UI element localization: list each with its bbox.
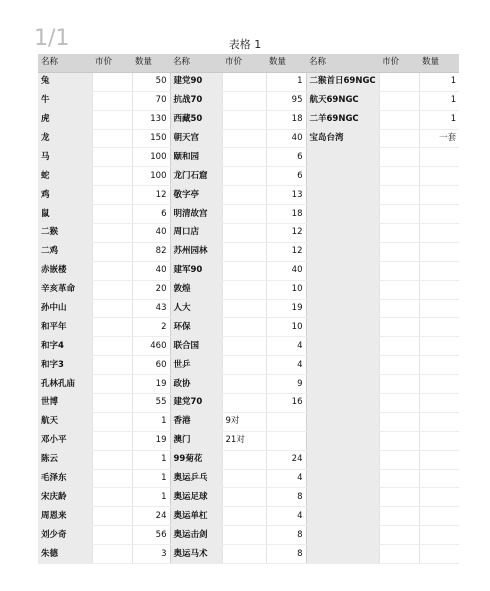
cell-name[interactable]: 和平年 xyxy=(38,318,92,337)
table-title: 表格 1 xyxy=(228,38,262,51)
cell-qty[interactable] xyxy=(419,394,459,413)
cell-qty[interactable]: 95 xyxy=(266,91,306,110)
cell-name[interactable]: 和字4 xyxy=(38,337,92,356)
table-row xyxy=(38,186,459,205)
cell-name[interactable]: 二鸡 xyxy=(38,242,92,261)
cell-qty[interactable]: 18 xyxy=(266,110,306,129)
cell-qty[interactable]: 12 xyxy=(266,224,306,243)
cell-qty[interactable] xyxy=(419,280,459,299)
cell-name[interactable]: 奥运单杠 xyxy=(170,507,222,526)
cell-name[interactable]: 赤嵌楼 xyxy=(38,261,92,280)
cell-qty[interactable] xyxy=(419,205,459,224)
cell-price[interactable] xyxy=(92,148,132,167)
cell-name[interactable]: 航天69NGC xyxy=(306,91,379,110)
cell-price[interactable] xyxy=(92,526,132,545)
cell-name[interactable]: 鸡 xyxy=(38,186,92,205)
cell-name[interactable]: 奥运击剑 xyxy=(170,526,222,545)
cell-price[interactable] xyxy=(222,299,266,318)
cell-price[interactable] xyxy=(92,224,132,243)
cell-price[interactable] xyxy=(92,431,132,450)
cell-name[interactable]: 虎 xyxy=(38,110,92,129)
table-row xyxy=(38,261,459,280)
cell-qty[interactable]: 12 xyxy=(266,242,306,261)
cell-qty[interactable] xyxy=(419,526,459,545)
cell-price[interactable] xyxy=(379,261,419,280)
cell-price[interactable] xyxy=(379,72,419,91)
cell-name[interactable]: 99菊花 xyxy=(170,450,222,469)
cell-qty[interactable]: 60 xyxy=(132,356,170,375)
cell-qty[interactable] xyxy=(266,412,306,431)
cell-name[interactable] xyxy=(306,545,379,564)
cell-qty[interactable] xyxy=(419,488,459,507)
table-row xyxy=(38,242,459,261)
cell-qty[interactable]: 6 xyxy=(132,205,170,224)
cell-price[interactable] xyxy=(222,205,266,224)
table-row xyxy=(38,469,459,488)
column-header-price[interactable]: 市价 xyxy=(222,54,266,72)
cell-qty[interactable]: 2 xyxy=(132,318,170,337)
cell-price[interactable] xyxy=(222,167,266,186)
cell-name[interactable]: 孔林孔庙 xyxy=(38,375,92,394)
cell-name[interactable] xyxy=(306,318,379,337)
cell-price[interactable] xyxy=(222,186,266,205)
cell-name[interactable]: 明清故宫 xyxy=(170,205,222,224)
cell-name[interactable]: 刘少奇 xyxy=(38,526,92,545)
cell-price[interactable] xyxy=(379,129,419,148)
cell-qty[interactable]: 8 xyxy=(266,545,306,564)
table-row xyxy=(38,337,459,356)
cell-qty[interactable]: 43 xyxy=(132,299,170,318)
cell-name[interactable]: 建党70 xyxy=(170,394,222,413)
cell-qty[interactable]: 8 xyxy=(266,488,306,507)
column-header-price[interactable]: 市价 xyxy=(379,54,419,72)
cell-qty[interactable]: 100 xyxy=(132,167,170,186)
cell-qty[interactable] xyxy=(419,224,459,243)
cell-qty[interactable] xyxy=(419,261,459,280)
cell-price[interactable] xyxy=(222,129,266,148)
cell-price[interactable]: 9对 xyxy=(222,412,266,431)
cell-name[interactable]: 世乒 xyxy=(170,356,222,375)
cell-name[interactable]: 苏州园林 xyxy=(170,242,222,261)
cell-qty[interactable] xyxy=(419,242,459,261)
cell-price[interactable] xyxy=(379,526,419,545)
cell-qty[interactable]: 40 xyxy=(132,261,170,280)
cell-name[interactable]: 建军90 xyxy=(170,261,222,280)
cell-name[interactable] xyxy=(306,450,379,469)
cell-name[interactable] xyxy=(306,242,379,261)
cell-price[interactable] xyxy=(222,469,266,488)
cell-qty[interactable]: 3 xyxy=(132,545,170,564)
cell-name[interactable]: 香港 xyxy=(170,412,222,431)
cell-price[interactable] xyxy=(222,337,266,356)
cell-price[interactable] xyxy=(379,375,419,394)
cell-name[interactable]: 宝岛台湾 xyxy=(306,129,379,148)
cell-price[interactable] xyxy=(222,375,266,394)
cell-name[interactable]: 周恩来 xyxy=(38,507,92,526)
cell-price[interactable] xyxy=(379,280,419,299)
cell-name[interactable]: 邓小平 xyxy=(38,431,92,450)
data-table xyxy=(38,54,459,564)
cell-qty[interactable] xyxy=(419,299,459,318)
cell-qty[interactable] xyxy=(419,148,459,167)
cell-price[interactable]: 21对 xyxy=(222,431,266,450)
cell-qty[interactable] xyxy=(419,412,459,431)
cell-qty[interactable] xyxy=(419,450,459,469)
cell-qty[interactable]: 40 xyxy=(132,224,170,243)
cell-price[interactable] xyxy=(222,488,266,507)
cell-price[interactable] xyxy=(379,450,419,469)
cell-qty[interactable]: 4 xyxy=(266,507,306,526)
cell-name[interactable]: 陈云 xyxy=(38,450,92,469)
cell-name[interactable]: 航天 xyxy=(38,412,92,431)
cell-name[interactable] xyxy=(306,167,379,186)
cell-qty[interactable]: 24 xyxy=(132,507,170,526)
cell-qty[interactable]: 460 xyxy=(132,337,170,356)
table-row xyxy=(38,507,459,526)
column-header-qty[interactable]: 数量 xyxy=(132,54,170,72)
cell-name[interactable]: 龙门石窟 xyxy=(170,167,222,186)
cell-price[interactable] xyxy=(379,469,419,488)
table-row xyxy=(38,526,459,545)
cell-name[interactable] xyxy=(306,337,379,356)
cell-qty[interactable]: 1 xyxy=(132,412,170,431)
cell-name[interactable]: 和字3 xyxy=(38,356,92,375)
column-header-qty[interactable]: 数量 xyxy=(266,54,306,72)
table-row xyxy=(38,110,459,129)
cell-name[interactable] xyxy=(306,507,379,526)
cell-name[interactable] xyxy=(306,186,379,205)
cell-qty[interactable]: 24 xyxy=(266,450,306,469)
cell-price[interactable] xyxy=(222,110,266,129)
cell-name[interactable]: 二羊69NGC xyxy=(306,110,379,129)
cell-price[interactable] xyxy=(92,356,132,375)
cell-name[interactable] xyxy=(306,469,379,488)
cell-price[interactable] xyxy=(92,318,132,337)
header-row xyxy=(38,54,459,72)
cell-qty[interactable]: 6 xyxy=(266,148,306,167)
cell-qty[interactable]: 1 xyxy=(132,488,170,507)
table-row xyxy=(38,545,459,564)
cell-qty[interactable] xyxy=(419,507,459,526)
page-indicator: 1/1 xyxy=(34,26,70,51)
cell-name[interactable]: 建党90 xyxy=(170,72,222,91)
table-row xyxy=(38,318,459,337)
cell-qty[interactable]: 130 xyxy=(132,110,170,129)
table-row xyxy=(38,412,459,431)
cell-qty[interactable] xyxy=(419,375,459,394)
cell-name[interactable] xyxy=(306,224,379,243)
cell-name[interactable]: 敦煌 xyxy=(170,280,222,299)
cell-name[interactable]: 宋庆龄 xyxy=(38,488,92,507)
column-header-name[interactable]: 名称 xyxy=(38,54,92,72)
cell-price[interactable] xyxy=(92,412,132,431)
cell-price[interactable] xyxy=(222,507,266,526)
cell-qty[interactable]: 100 xyxy=(132,148,170,167)
cell-name[interactable]: 奥运乒乓 xyxy=(170,469,222,488)
cell-price[interactable] xyxy=(92,72,132,91)
cell-name[interactable] xyxy=(306,148,379,167)
cell-name[interactable] xyxy=(306,412,379,431)
cell-name[interactable]: 蛇 xyxy=(38,167,92,186)
cell-price[interactable] xyxy=(379,110,419,129)
column-header-price[interactable]: 市价 xyxy=(92,54,132,72)
cell-name[interactable] xyxy=(306,394,379,413)
cell-name[interactable]: 毛泽东 xyxy=(38,469,92,488)
cell-qty[interactable]: 19 xyxy=(266,299,306,318)
cell-price[interactable] xyxy=(92,186,132,205)
cell-qty[interactable]: 12 xyxy=(132,186,170,205)
cell-price[interactable] xyxy=(379,431,419,450)
cell-qty[interactable]: 70 xyxy=(132,91,170,110)
cell-price[interactable] xyxy=(92,91,132,110)
cell-price[interactable] xyxy=(379,507,419,526)
cell-price[interactable] xyxy=(379,488,419,507)
cell-price[interactable] xyxy=(379,356,419,375)
cell-qty[interactable]: 16 xyxy=(266,394,306,413)
cell-qty[interactable] xyxy=(419,545,459,564)
cell-price[interactable] xyxy=(92,469,132,488)
cell-price[interactable] xyxy=(222,261,266,280)
cell-price[interactable] xyxy=(379,545,419,564)
cell-price[interactable] xyxy=(222,450,266,469)
table-row xyxy=(38,129,459,148)
cell-price[interactable] xyxy=(222,545,266,564)
table-row xyxy=(38,394,459,413)
cell-name[interactable]: 辛亥革命 xyxy=(38,280,92,299)
cell-qty[interactable]: 18 xyxy=(266,205,306,224)
table-row xyxy=(38,356,459,375)
table-row xyxy=(38,375,459,394)
cell-qty[interactable]: 4 xyxy=(266,469,306,488)
cell-price[interactable] xyxy=(92,545,132,564)
cell-name[interactable] xyxy=(306,488,379,507)
cell-name[interactable]: 鼠 xyxy=(38,205,92,224)
cell-qty[interactable]: 6 xyxy=(266,167,306,186)
cell-price[interactable] xyxy=(222,242,266,261)
cell-qty[interactable]: 56 xyxy=(132,526,170,545)
cell-price[interactable] xyxy=(92,261,132,280)
cell-name[interactable]: 牛 xyxy=(38,91,92,110)
table-row xyxy=(38,450,459,469)
cell-qty[interactable]: 1 xyxy=(132,450,170,469)
cell-price[interactable] xyxy=(92,450,132,469)
table-row xyxy=(38,167,459,186)
cell-price[interactable] xyxy=(222,280,266,299)
cell-price[interactable] xyxy=(92,375,132,394)
cell-qty[interactable]: 一套 xyxy=(419,129,459,148)
cell-qty[interactable]: 8 xyxy=(266,526,306,545)
cell-price[interactable] xyxy=(222,394,266,413)
cell-name[interactable]: 政协 xyxy=(170,375,222,394)
cell-qty[interactable]: 1 xyxy=(419,72,459,91)
cell-price[interactable] xyxy=(222,356,266,375)
table-row xyxy=(38,224,459,243)
cell-qty[interactable] xyxy=(266,431,306,450)
cell-price[interactable] xyxy=(92,280,132,299)
table-row xyxy=(38,280,459,299)
cell-name[interactable]: 周口店 xyxy=(170,224,222,243)
cell-qty[interactable] xyxy=(419,337,459,356)
cell-price[interactable] xyxy=(222,224,266,243)
cell-name[interactable]: 西藏50 xyxy=(170,110,222,129)
cell-price[interactable] xyxy=(92,129,132,148)
cell-qty[interactable]: 4 xyxy=(266,337,306,356)
cell-price[interactable] xyxy=(92,337,132,356)
table-row xyxy=(38,148,459,167)
cell-price[interactable] xyxy=(92,205,132,224)
cell-qty[interactable]: 1 xyxy=(419,91,459,110)
cell-name[interactable]: 奥运马术 xyxy=(170,545,222,564)
cell-name[interactable]: 二猴首日69NGC xyxy=(306,72,379,91)
cell-price[interactable] xyxy=(379,186,419,205)
cell-price[interactable] xyxy=(92,110,132,129)
cell-price[interactable] xyxy=(379,412,419,431)
cell-price[interactable] xyxy=(379,224,419,243)
cell-price[interactable] xyxy=(222,72,266,91)
cell-price[interactable] xyxy=(92,488,132,507)
cell-qty[interactable]: 150 xyxy=(132,129,170,148)
cell-name[interactable] xyxy=(306,280,379,299)
cell-name[interactable]: 人大 xyxy=(170,299,222,318)
cell-price[interactable] xyxy=(222,318,266,337)
cell-qty[interactable]: 50 xyxy=(132,72,170,91)
cell-name[interactable]: 世博 xyxy=(38,394,92,413)
cell-price[interactable] xyxy=(222,526,266,545)
cell-name[interactable]: 澳门 xyxy=(170,431,222,450)
cell-price[interactable] xyxy=(92,299,132,318)
table-row xyxy=(38,431,459,450)
cell-qty[interactable]: 1 xyxy=(266,72,306,91)
cell-name[interactable]: 龙 xyxy=(38,129,92,148)
cell-qty[interactable]: 4 xyxy=(266,356,306,375)
cell-name[interactable] xyxy=(306,205,379,224)
cell-qty[interactable]: 10 xyxy=(266,318,306,337)
table-row xyxy=(38,72,459,91)
cell-price[interactable] xyxy=(222,148,266,167)
cell-qty[interactable] xyxy=(419,167,459,186)
cell-name[interactable]: 敬字亭 xyxy=(170,186,222,205)
cell-qty[interactable]: 82 xyxy=(132,242,170,261)
cell-name[interactable]: 二猴 xyxy=(38,224,92,243)
table-row xyxy=(38,91,459,110)
cell-qty[interactable]: 40 xyxy=(266,261,306,280)
cell-qty[interactable]: 1 xyxy=(132,469,170,488)
cell-qty[interactable]: 9 xyxy=(266,375,306,394)
cell-qty[interactable] xyxy=(419,469,459,488)
cell-price[interactable] xyxy=(379,299,419,318)
cell-qty[interactable]: 19 xyxy=(132,431,170,450)
cell-price[interactable] xyxy=(379,148,419,167)
cell-price[interactable] xyxy=(379,337,419,356)
cell-name[interactable]: 环保 xyxy=(170,318,222,337)
cell-price[interactable] xyxy=(379,91,419,110)
cell-name[interactable]: 孙中山 xyxy=(38,299,92,318)
cell-qty[interactable] xyxy=(419,318,459,337)
cell-price[interactable] xyxy=(379,318,419,337)
cell-name[interactable]: 马 xyxy=(38,148,92,167)
cell-qty[interactable]: 1 xyxy=(419,110,459,129)
cell-name[interactable]: 联合国 xyxy=(170,337,222,356)
cell-name[interactable]: 兔 xyxy=(38,72,92,91)
cell-price[interactable] xyxy=(222,91,266,110)
cell-qty[interactable]: 40 xyxy=(266,129,306,148)
cell-price[interactable] xyxy=(92,507,132,526)
cell-price[interactable] xyxy=(379,205,419,224)
cell-qty[interactable]: 20 xyxy=(132,280,170,299)
cell-name[interactable] xyxy=(306,375,379,394)
cell-name[interactable]: 朝天宫 xyxy=(170,129,222,148)
cell-qty[interactable] xyxy=(419,186,459,205)
column-header-name[interactable]: 名称 xyxy=(170,54,222,72)
cell-name[interactable] xyxy=(306,299,379,318)
cell-qty[interactable]: 19 xyxy=(132,375,170,394)
column-header-name[interactable]: 名称 xyxy=(306,54,379,72)
cell-name[interactable] xyxy=(306,356,379,375)
cell-name[interactable]: 朱德 xyxy=(38,545,92,564)
cell-price[interactable] xyxy=(379,242,419,261)
cell-qty[interactable]: 13 xyxy=(266,186,306,205)
cell-name[interactable] xyxy=(306,261,379,280)
cell-price[interactable] xyxy=(379,167,419,186)
table-row xyxy=(38,299,459,318)
cell-qty[interactable]: 55 xyxy=(132,394,170,413)
cell-name[interactable] xyxy=(306,431,379,450)
cell-name[interactable]: 奥运足球 xyxy=(170,488,222,507)
cell-qty[interactable] xyxy=(419,356,459,375)
cell-name[interactable] xyxy=(306,526,379,545)
cell-name[interactable]: 抗战70 xyxy=(170,91,222,110)
cell-price[interactable] xyxy=(92,167,132,186)
column-header-qty[interactable]: 数量 xyxy=(419,54,459,72)
table-body xyxy=(38,72,459,563)
cell-price[interactable] xyxy=(92,242,132,261)
table-row xyxy=(38,488,459,507)
cell-qty[interactable]: 10 xyxy=(266,280,306,299)
cell-name[interactable]: 颐和园 xyxy=(170,148,222,167)
cell-price[interactable] xyxy=(92,394,132,413)
cell-price[interactable] xyxy=(379,394,419,413)
cell-qty[interactable] xyxy=(419,431,459,450)
table-row xyxy=(38,205,459,224)
